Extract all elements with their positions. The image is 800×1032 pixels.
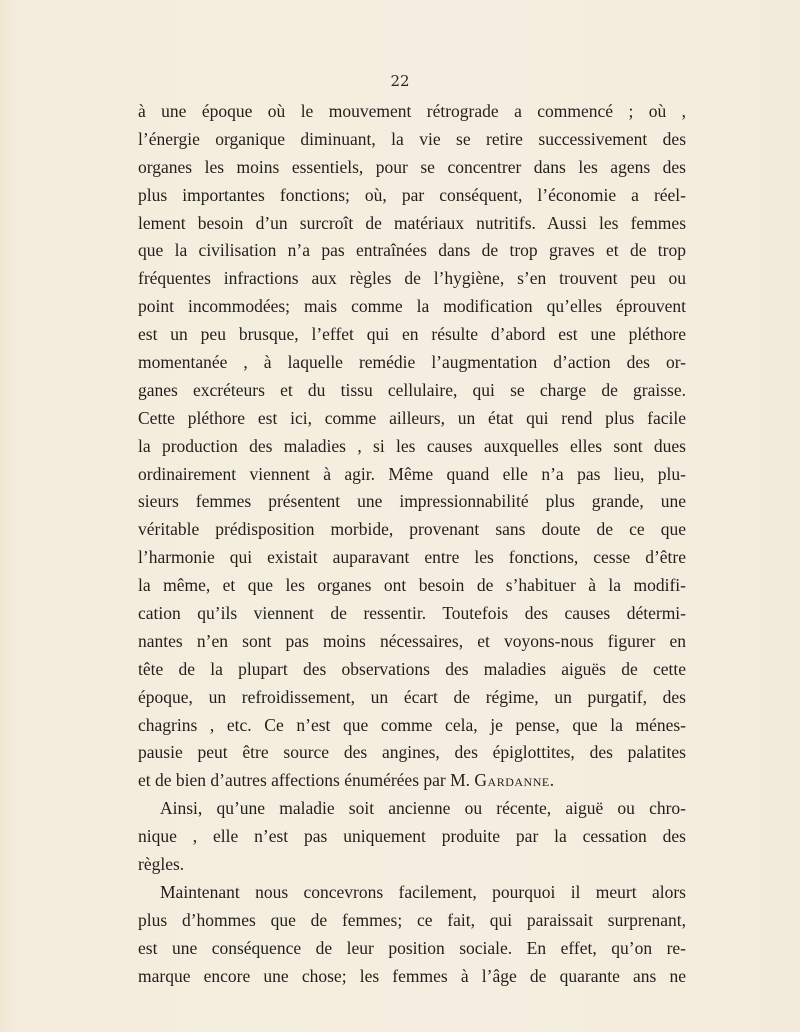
text-line-content: plus importantes fonctions; où, par conséquent, l’économie a réel- [138,184,686,205]
text-line [138,572,686,600]
text-line [138,795,686,823]
text-line-content: tête de la plupart des observations des maladies aiguës de cette [138,658,686,679]
text-line-content: organes les moins essentiels, pour se concentrer dans les agens des [138,156,686,177]
text-line-content: est un peu brusque, l’effet qui en résulte d’abord est une pléthore [138,324,686,345]
text-line-content: que la civilisation n’a pas entraînées dans de trop graves et de trop [138,240,686,261]
text-line [138,712,686,740]
text-line [138,154,686,182]
text-line-content: nique , elle n’est pas uniquement produite par la cessation des [138,826,686,847]
text-line [138,907,686,935]
text-line-content: ganes excréteurs et du tissu cellulaire, qui se charge de graisse. [138,379,686,400]
text-line [138,349,686,377]
text-line-content: chagrins , etc. Ce n’est que comme cela, je pense, que la ménes- [138,714,686,735]
text-line [138,739,686,767]
text-line [138,433,686,461]
text-line-content: Ainsi, qu’une maladie soit ancienne ou récente, aiguë ou chro- [160,798,686,819]
text-line-content: plus d’hommes que de femmes; ce fait, qui paraissait surprenant, [138,909,686,930]
text-line-content: pausie peut être source des angines, des épiglottites, des palatites [138,742,686,763]
text-line-content: Maintenant nous concevrons facilement, pourquoi il meurt alors [160,881,686,902]
text-line [138,461,686,489]
text-line-content: cation qu’ils viennent de ressentir. Toutefois des causes détermi- [138,603,686,624]
body-text [138,98,686,991]
author-name: Gardanne. [474,770,555,791]
text-line [138,935,686,963]
text-line-content: la même, et que les organes ont besoin de s’habituer à la modifi- [138,575,686,596]
text-line [138,823,686,851]
text-line-content: fréquentes infractions aux règles de l’hygiène, s’en trouvent peu ou [138,268,686,289]
text-line [138,182,686,210]
text-line-content: Cette pléthore est ici, comme ailleurs, un état qui rend plus facile [138,407,686,428]
text-line-content: l’harmonie qui existait auparavant entre les fonctions, cesse d’être [138,547,686,568]
text-line [138,377,686,405]
text-line [138,98,686,126]
text-line [138,237,686,265]
text-line [138,684,686,712]
text-line-content: point incommodées; mais comme la modification qu’elles éprouvent [138,296,686,317]
text-line-content: règles. [138,854,185,875]
text-line [138,544,686,572]
text-line [138,516,686,544]
text-line-content: l’énergie organique diminuant, la vie se retire successivement des [138,128,686,149]
text-line [138,293,686,321]
text-line-content: la production des maladies , si les causes auxquelles elles sont dues [138,435,686,456]
text-line [138,210,686,238]
text-line-content: momentanée , à laquelle remédie l’augmentation d’action des or- [138,352,686,373]
text-line-content: époque, un refroidissement, un écart de régime, un purgatif, des [138,686,686,707]
text-line [138,851,686,879]
text-line-content: véritable prédisposition morbide, provenant sans doute de ce que [138,519,686,540]
text-line-content: à une époque où le mouvement rétrograde a commencé ; où , [138,101,686,121]
text-line-content: et de bien d’autres affections énumérées par M. [138,770,475,791]
text-line [138,405,686,433]
text-line-content: sieurs femmes présentent une impressionnabilité plus grande, une [138,491,686,512]
text-line [138,321,686,349]
text-line [138,879,686,907]
page-number: 22 [390,72,410,90]
text-line [138,488,686,516]
text-line [138,126,686,154]
text-line [138,628,686,656]
text-line-content: marque encore une chose; les femmes à l’âge de quarante ans ne [138,965,686,986]
text-line-content: est une conséquence de leur position sociale. En effet, qu’on re- [138,937,686,958]
text-line-content: nantes n’en sont pas moins nécessaires, et voyons-nous figurer en [138,630,686,651]
text-line [138,656,686,684]
text-line [138,600,686,628]
text-line [138,767,686,795]
text-line-content: ordinairement viennent à agir. Même quand elle n’a pas lieu, plu- [138,463,686,484]
text-line-content: lement besoin d’un surcroît de matériaux nutritifs. Aussi les femmes [138,212,686,233]
text-line [138,963,686,991]
text-line [138,265,686,293]
